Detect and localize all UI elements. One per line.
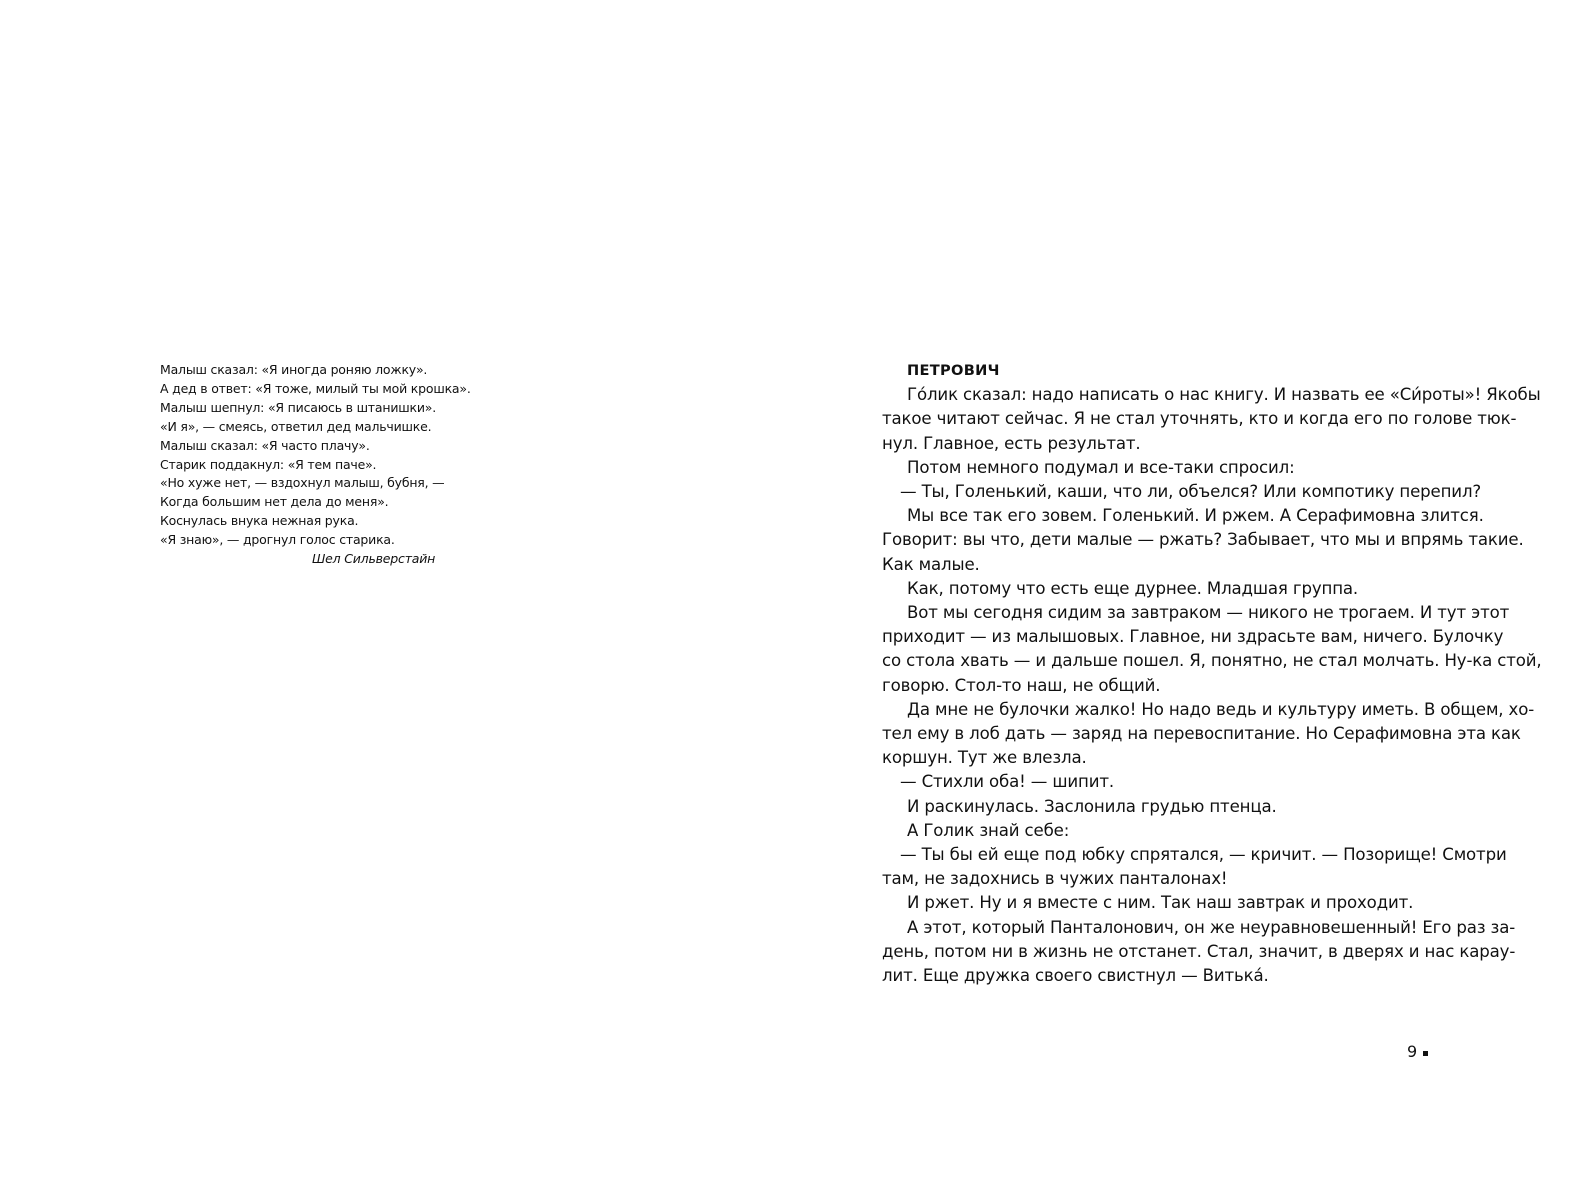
text-line: нул. Главное, есть результат. xyxy=(882,433,1141,453)
text-line: Го́лик сказал: надо написать о нас книгу. И назвать ее «Си́роты»! Якобы xyxy=(907,385,1541,405)
poem-line: Малыш сказал: «Я иногда роняю ложку». xyxy=(160,362,428,377)
text-line: Говорит: вы что, дети малые — ржать? Забывает, что мы и впрямь такие. xyxy=(882,530,1524,550)
dialogue-line: — Ты бы ей еще под юбку спрятался, — кричит. — Позорище! Смотри xyxy=(900,845,1507,865)
text-line: говорю. Стол-то наш, не общий. xyxy=(882,675,1161,695)
page-marker-square xyxy=(1423,1051,1428,1056)
text-line: день, потом ни в жизнь не отстанет. Стал, значит, в дверях и нас карау- xyxy=(882,941,1516,961)
text-line: там, не задохнись в чужих панталонах! xyxy=(882,869,1228,889)
page-number xyxy=(1407,1042,1428,1061)
poem-line: «Я знаю», — дрогнул голос старика. xyxy=(160,532,395,548)
text-line: Да мне не булочки жалко! Но надо ведь и культуру иметь. В общем, хо- xyxy=(907,699,1535,719)
text-line: И раскинулась. Заслонила грудью птенца. xyxy=(907,796,1277,816)
text-line: Потом немного подумал и все-таки спросил: xyxy=(907,457,1295,477)
text-line: Как малые. xyxy=(882,554,980,574)
text-line: И ржет. Ну и я вместе с ним. Так наш завтрак и проходит. xyxy=(907,893,1414,913)
text-line: Мы все так его зовем. Голенький. И ржем. А Серафимовна злится. xyxy=(907,506,1484,526)
text-line: Вот мы сегодня сидим за завтраком — никого не трогаем. И тут этот xyxy=(907,603,1510,623)
poem-line: Старик поддакнул: «Я тем паче». xyxy=(160,456,377,472)
text-line: лит. Еще дружка своего свистнул — Витька́. xyxy=(882,966,1269,986)
page-number-value: 9 xyxy=(1407,1042,1418,1061)
dialogue-line: — Стихли оба! — шипит. xyxy=(900,772,1114,792)
dialogue-line: — Ты, Голенький, каши, что ли, объелся? Или компотику перепил? xyxy=(900,482,1482,502)
text-line: А Голик знай себе: xyxy=(907,820,1070,840)
poem-line: Малыш шепнул: «Я писаюсь в штанишки». xyxy=(160,399,436,415)
poem-author: Шел Сильверстайн xyxy=(312,551,436,567)
poem-line: Коснулась внука нежная рука. xyxy=(160,513,359,529)
poem-line: «И я», — смеясь, ответил дед мальчишке. xyxy=(160,418,432,434)
text-line: А этот, который Панталонович, он же неуравновешенный! Его раз за- xyxy=(907,917,1516,937)
story-text xyxy=(882,359,1542,988)
text-line: такое читают сейчас. Я не стал уточнять, кто и когда его по голове тюк- xyxy=(882,409,1517,429)
poem-line: «Но хуже нет, — вздохнул малыш, бубня, — xyxy=(160,475,445,491)
poem-line: Когда большим нет дела до меня». xyxy=(160,494,389,510)
text-line: приходит — из малышовых. Главное, ни здрасьте вам, ничего. Булочку xyxy=(882,627,1504,647)
chapter-title: ПЕТРОВИЧ xyxy=(907,362,1000,379)
epigraph-poem xyxy=(160,361,480,569)
text-line: коршун. Тут же влезла. xyxy=(882,748,1087,768)
poem-line: Малыш сказал: «Я часто плачу». xyxy=(160,437,370,453)
text-line: со стола хвать — и дальше пошел. Я, понятно, не стал молчать. Ну-ка стой, xyxy=(882,651,1542,671)
text-line: Как, потому что есть еще дурнее. Младшая группа. xyxy=(907,578,1359,598)
text-line: тел ему в лоб дать — заряд на перевоспитание. Но Серафимовна эта как xyxy=(882,724,1521,744)
poem-line: А дед в ответ: «Я тоже, милый ты мой крошка». xyxy=(160,380,471,396)
